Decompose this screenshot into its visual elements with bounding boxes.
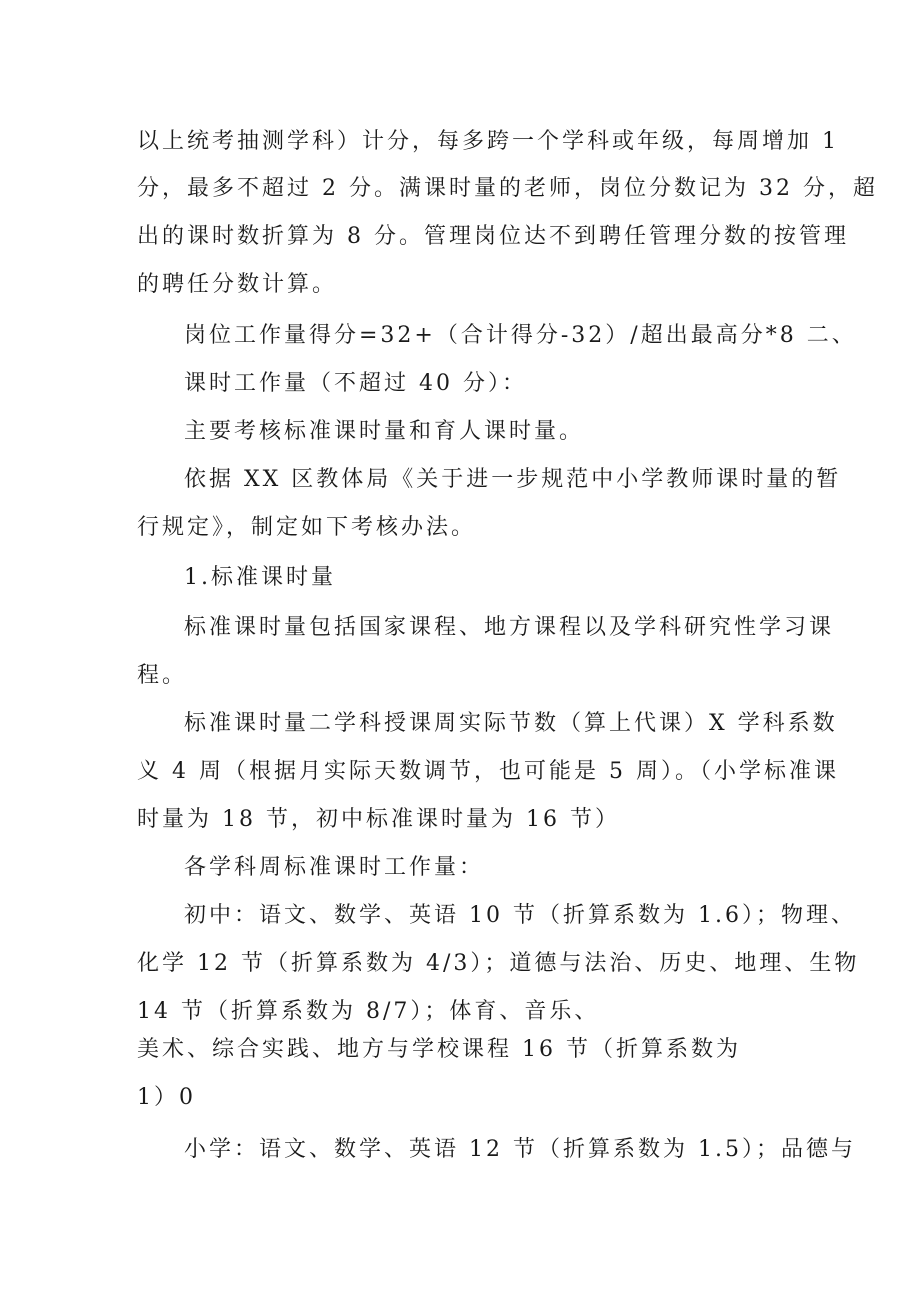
text-line: 时量为 18 节，初中标准课时量为 16 节） [137, 807, 620, 832]
text-line: 课时工作量（不超过 40 分）： [184, 371, 527, 396]
text-line: 行规定》，制定如下考核办法。 [137, 515, 477, 540]
text-line: 的聘任分数计算。 [137, 272, 338, 297]
text-line: 标准课时量二学科授课周实际节数（算上代课）X 学科系数 [184, 711, 838, 736]
text-line: 依据 XX 区教体局《关于进一步规范中小学教师课时量的暂 [184, 467, 842, 492]
text-line: 出的课时数折算为 8 分。管理岗位达不到聘任管理分数的按管理 [137, 224, 849, 249]
text-line: 初中：语文、数学、英语 10 节（折算系数为 1.6）；物理、 [184, 903, 856, 928]
text-line: 14 节（折算系数为 8/7）；体育、音乐、 [137, 999, 600, 1024]
text-line: 标准课时量包括国家课程、地方课程以及学科研究性学习课 [184, 615, 835, 640]
text-line: 美术、综合实践、地方与学校课程 16 节（折算系数为 [137, 1037, 741, 1062]
text-line: 小学：语文、数学、英语 12 节（折算系数为 1.5）；品德与 [184, 1137, 856, 1162]
text-line: 岗位工作量得分=32+（合计得分-32）/超出最高分*8 二、 [184, 323, 857, 348]
text-line: 程。 [137, 663, 188, 688]
text-line: 主要考核标准课时量和育人课时量。 [184, 419, 585, 444]
text-line: 化学 12 节（折算系数为 4/3）；道德与法治、历史、地理、生物 [137, 951, 860, 976]
text-line: 义 4 周（根据月实际天数调节，也可能是 5 周）。（小学标准课 [137, 759, 839, 784]
section-heading: 1.标准课时量 [184, 565, 336, 590]
text-line: 分，最多不超过 2 分。满课时量的老师，岗位分数记为 32 分，超 [137, 176, 878, 201]
text-line: 各学科周标准课时工作量： [184, 855, 485, 880]
text-line: 以上统考抽测学科）计分，每多跨一个学科或年级，每周增加 1 [137, 129, 839, 154]
text-line: 1）0 [137, 1085, 196, 1110]
